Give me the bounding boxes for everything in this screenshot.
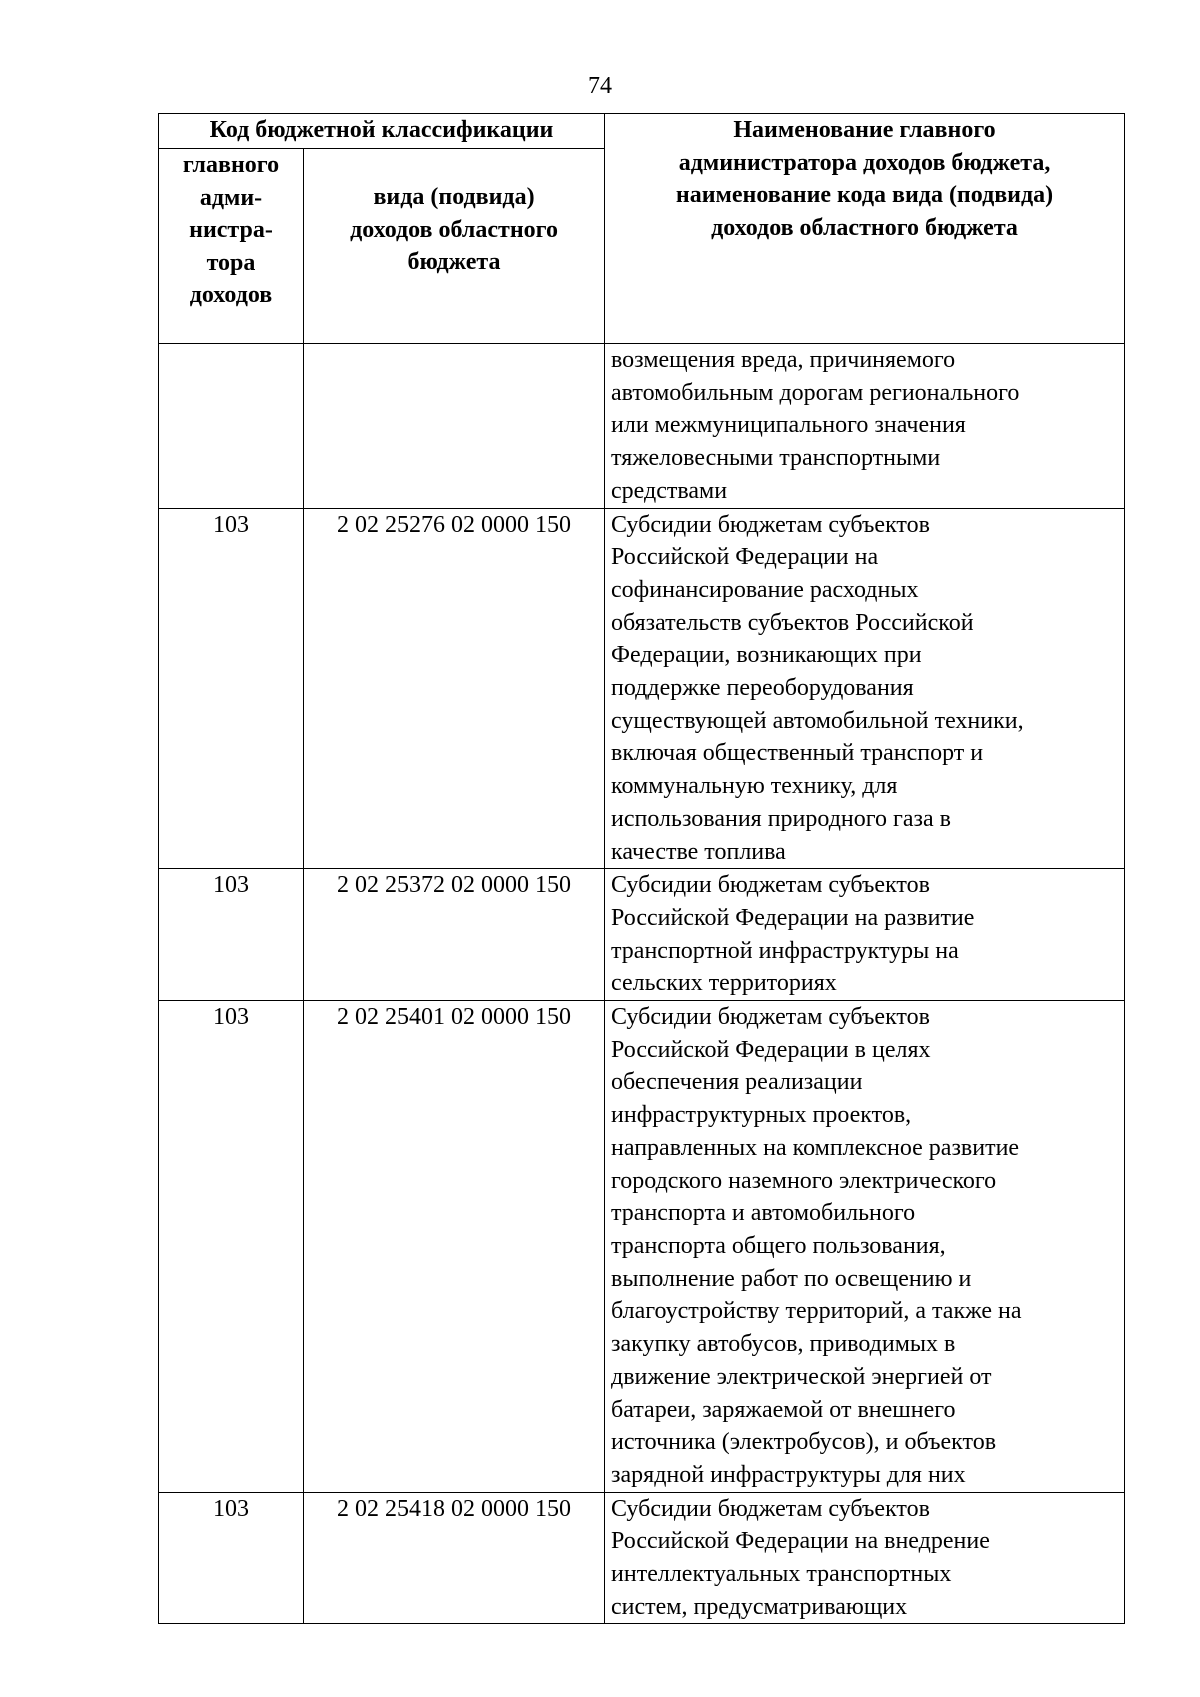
admin-header-line: главного <box>182 152 280 178</box>
name-header-line: администратора доходов бюджета, <box>678 149 1051 176</box>
description-line: интеллектуальных транспортных <box>611 1561 952 1588</box>
admin-header-line: тора <box>206 249 256 276</box>
income-code-column-header <box>304 149 605 344</box>
name-header-line: наименование кода вида (подвида) <box>675 182 1054 208</box>
description-line: поддержке переоборудования <box>611 675 914 702</box>
description-line: автомобильным дорогам регионального <box>611 379 1020 406</box>
description-cell <box>605 344 1125 509</box>
table-header <box>159 114 1125 344</box>
admin-code-cell: 103 <box>159 1001 304 1493</box>
description-line: закупку автобусов, приводимых в <box>611 1331 956 1358</box>
description-line: источника (электробусов), и объектов <box>611 1429 997 1456</box>
description-line: выполнение работ по освещению и <box>611 1265 972 1292</box>
description-line: средствами <box>611 477 728 504</box>
budget-classification-table <box>158 113 1125 1624</box>
admin-column-header <box>159 149 304 344</box>
description-line: обеспечения реализации <box>611 1069 863 1096</box>
code-header-line: доходов областного <box>350 216 558 243</box>
name-header-line: Наименование главного <box>733 117 996 143</box>
description-line: Российской Федерации на развитие <box>611 904 975 931</box>
description-line: городского наземного электрического <box>611 1167 997 1194</box>
income-code-cell: 2 02 25401 02 0000 150 <box>304 1001 605 1493</box>
description-line: качестве топлива <box>611 838 786 865</box>
description-line: возмещения вреда, причиняемого <box>611 347 956 373</box>
income-code-cell: 2 02 25276 02 0000 150 <box>304 508 605 869</box>
description-line: направленных на комплексное развитие <box>611 1134 1020 1161</box>
code-header-line: бюджета <box>407 249 501 275</box>
admin-header-line: нистра- <box>189 217 273 243</box>
budget-code-group-header: Код бюджетной классификации <box>159 114 605 149</box>
description-line: транспортной инфраструктуры на <box>611 937 959 964</box>
description-cell <box>605 1492 1125 1624</box>
description-line: существующей автомобильной техники, <box>611 707 1024 734</box>
description-line: Российской Федерации на <box>611 544 879 571</box>
description-cell <box>605 1001 1125 1493</box>
description-line: или межмуниципального значения <box>611 412 966 439</box>
description-line: использования природного газа в <box>611 805 951 832</box>
description-line: транспорта и автомобильного <box>611 1200 916 1227</box>
description-line: софинансирование расходных <box>611 576 919 603</box>
description-line: Российской Федерации в целях <box>611 1036 931 1063</box>
description-line: Федерации, возникающих при <box>611 642 922 669</box>
table-row <box>159 869 1125 1001</box>
admin-header-line: доходов <box>189 282 273 308</box>
description-line: Российской Федерации на внедрение <box>611 1528 990 1555</box>
description-line: Субсидии бюджетам субъектов <box>611 1495 930 1522</box>
admin-code-cell: 103 <box>159 1492 304 1624</box>
table-row <box>159 344 1125 509</box>
description-line: благоустройству территорий, а также на <box>611 1298 1022 1325</box>
table-body <box>159 344 1125 1624</box>
code-header-line: вида (подвида) <box>373 184 535 210</box>
income-code-cell: 2 02 25372 02 0000 150 <box>304 869 605 1001</box>
description-line: тяжеловесными транспортными <box>611 445 941 472</box>
admin-code-cell: 103 <box>159 869 304 1001</box>
table-row <box>159 1492 1125 1624</box>
description-line: транспорта общего пользования, <box>611 1232 946 1259</box>
description-line: систем, предусматривающих <box>611 1593 908 1620</box>
description-line: обязательств субъектов Российской <box>611 609 974 636</box>
income-code-cell <box>304 344 605 509</box>
page-number: 74 <box>588 73 612 99</box>
table-row <box>159 508 1125 869</box>
description-cell <box>605 508 1125 869</box>
description-line: батареи, заряжаемой от внешнего <box>611 1396 956 1423</box>
name-header-line: доходов областного бюджета <box>711 214 1018 241</box>
income-code-cell: 2 02 25418 02 0000 150 <box>304 1492 605 1624</box>
description-line: Субсидии бюджетам субъектов <box>611 872 930 899</box>
description-line: Субсидии бюджетам субъектов <box>611 1004 930 1031</box>
name-column-header <box>605 114 1125 344</box>
description-cell <box>605 869 1125 1001</box>
description-line: зарядной инфраструктуры для них <box>611 1461 966 1488</box>
table-row <box>159 1001 1125 1493</box>
description-line: движение электрической энергией от <box>611 1363 992 1390</box>
admin-header-line: адми- <box>199 184 263 211</box>
admin-code-cell: 103 <box>159 508 304 869</box>
description-line: сельских территориях <box>611 970 837 997</box>
description-line: инфраструктурных проектов, <box>611 1102 912 1129</box>
description-line: включая общественный транспорт и <box>611 740 984 767</box>
description-line: коммунальную технику, для <box>611 773 898 800</box>
description-line: Субсидии бюджетам субъектов <box>611 511 930 538</box>
admin-code-cell <box>159 344 304 509</box>
